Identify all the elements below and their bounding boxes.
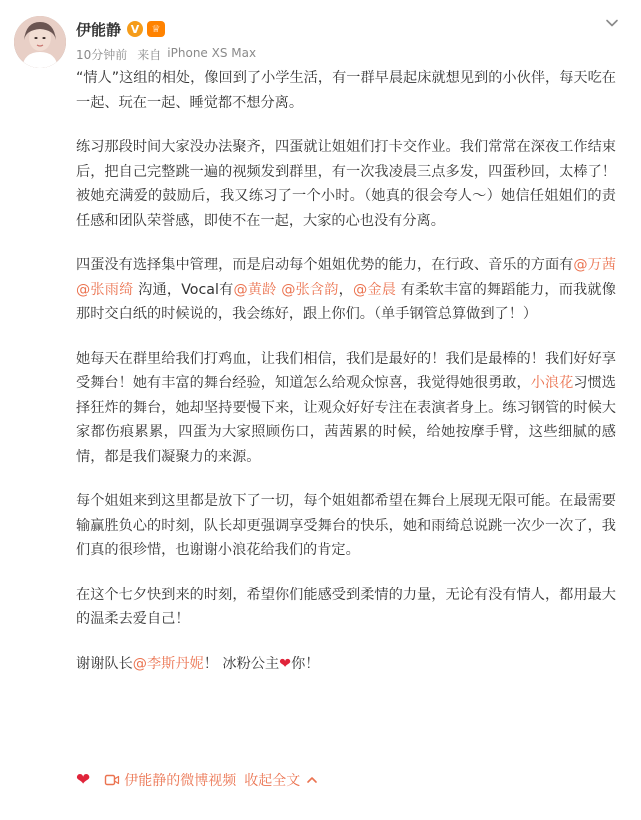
mention-link[interactable]: @黄龄 [233,281,277,298]
paragraph-text: 四蛋没有选择集中管理，而是启动每个姐姐优势的能力，在行政、音乐的方面有 [76,257,574,273]
post-header [76,16,596,63]
crown-badge-icon: ♕ [147,21,165,37]
paragraph-text: 有柔软丰富的舞蹈能力，而我就像那时交白纸的时候说的，我会练好，跟上你们。（单手钢管总算做到了！） [76,281,616,322]
video-icon[interactable] [104,772,120,788]
video-link[interactable]: 伊能静的微博视频 [124,773,237,789]
paragraph-text: 在这个七夕快到来的时刻，希望你们能感受到柔情的力量，无论有没有情人，都用最大的温柔去爱自己！ [76,586,616,627]
heart-icon: ❤ [76,770,91,790]
topic-link[interactable]: 小浪花 [530,375,574,391]
post-footer [76,768,318,792]
chevron-down-icon[interactable] [605,16,619,30]
paragraph [76,347,616,470]
avatar[interactable] [14,16,66,68]
paragraph [76,135,616,233]
paragraph-text: 沟通，Vocal有 [138,281,234,298]
mention-link[interactable]: @李斯丹妮 [132,655,204,672]
paragraph-text: ！ 冰粉公主 [203,655,280,672]
paragraph [76,489,616,563]
paragraph [76,583,616,632]
paragraph-text: 她每天在群里给我们打鸡血，让我们相信，我们是最好的！我们是最棒的！我们好好享受舞台！她有丰富的舞台经验，知道怎么给观众惊喜，我觉得她很勇敢， [76,350,616,391]
mention-link[interactable]: @张雨绮 [76,281,134,298]
paragraph-text: 习惯选择狂炸的舞台，她却坚持要慢下来，让观众好好专注在表演者身上。练习钢管的时候大家都伤痕累累，四蛋为大家照顾伤口，茜茜累的时候，给她按摩手臂，这些细腻的感情，都是我们凝聚力的来源。 [76,375,616,465]
chevron-up-icon[interactable] [306,774,318,786]
paragraph [76,652,616,677]
post-content [76,66,616,696]
verified-badge-icon: V [127,21,143,37]
mention-link[interactable]: @万茜 [573,257,616,273]
paragraph [76,66,616,115]
paragraph-text: 你！ [291,655,320,672]
mention-link[interactable]: @张含韵 [281,281,339,298]
paragraph-text: 每个姐姐来到这里都是放下了一切，每个姐姐都希望在舞台上展现无限可能。在最需要输赢胜负心的时刻，队长却更强调享受舞台的快乐，她和雨绮总说跳一次少一次了，我们真的很珍惜，也谢谢小浪花给我们的肯定。 [76,493,616,558]
post-meta [76,46,596,63]
paragraph [76,253,616,327]
source-label: 来自 [137,48,162,62]
paragraph-text: ， [338,281,354,298]
avatar-image [14,16,66,68]
name-row [76,16,596,42]
post-time[interactable]: 10分钟前 [76,48,128,62]
user-name[interactable]: 伊能静 [76,20,122,39]
post-device: iPhone XS Max [167,46,257,60]
mention-link[interactable]: @金晨 [353,281,397,298]
collapse-button[interactable]: 收起全文 [244,773,301,789]
paragraph-text: “情人”这组的相处，像回到了小学生活，有一群早晨起床就想见到的小伙伴，每天吃在一起、玩在一起、睡觉都不想分离。 [76,70,616,111]
heart-icon: ❤ [279,655,292,672]
paragraph-text: 谢谢队长 [76,655,133,672]
paragraph-text: 练习那段时间大家没办法聚齐，四蛋就让姐姐们打卡交作业。我们常常在深夜工作结束后，把自己完整跳一遍的视频发到群里，有一次我凌晨三点多发，四蛋秒回，太棒了！被她充满爱的鼓励后，我又练习了一个小时。（她真的很会夸人～）她信任姐姐们的责任感和团队荣誉感，即使不在一起，大家的心也没有分离。 [76,139,616,229]
